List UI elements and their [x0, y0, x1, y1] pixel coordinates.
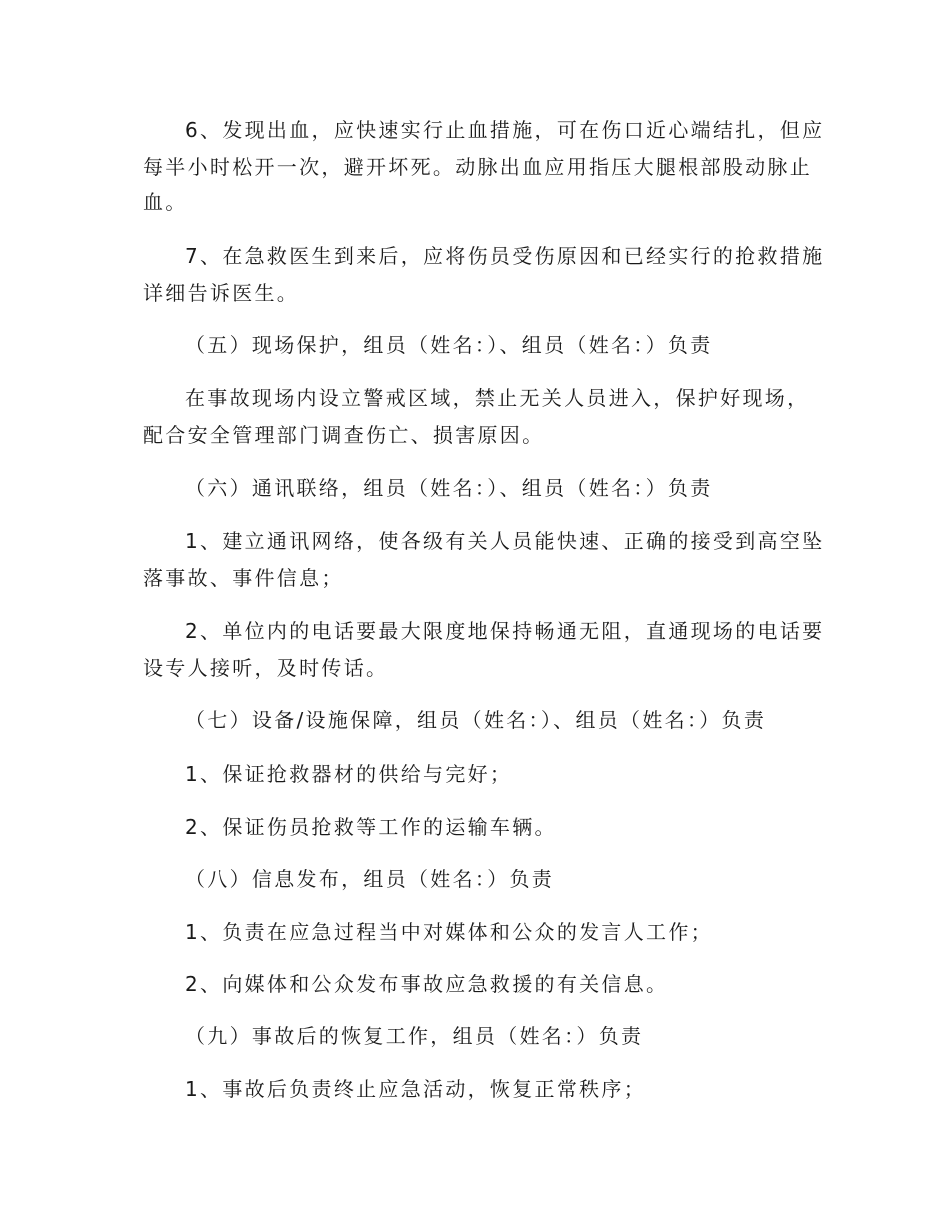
- paragraph-7-line-1: 7、在急救医生到来后，应将伤员受伤原因和已经实行的抢救措施: [185, 244, 825, 268]
- section-8-heading: （八）信息发布，组员（姓名：）负责: [185, 867, 555, 891]
- section-5-body-line-1: 在事故现场内设立警戒区域，禁止无关人员进入，保护好现场，: [185, 386, 810, 410]
- section-6-item-1-line-1: 1、建立通讯网络，使各级有关人员能快速、正确的接受到高空坠: [185, 529, 825, 553]
- section-9-item-1: 1、事故后负责终止应急活动，恢复正常秩序；: [185, 1077, 647, 1101]
- paragraph-6-line-1: 6、发现出血，应快速实行止血措施，可在伤口近心端结扎，但应: [185, 118, 825, 142]
- paragraph-6-line-2: 每半小时松开一次，避开坏死。动脉出血应用指压大腿根部股动脉止: [143, 155, 812, 179]
- section-6-item-2-line-1: 2、单位内的电话要最大限度地保持畅通无阻，直通现场的电话要: [185, 619, 825, 643]
- section-5-body-line-2: 配合安全管理部门调查伤亡、损害原因。: [143, 423, 545, 447]
- section-6-item-1-line-2: 落事故、事件信息；: [143, 566, 344, 590]
- section-7-heading: （七）设备/设施保障，组员（姓名：）、组员（姓名：）负责: [185, 708, 767, 732]
- paragraph-6-line-3: 血。: [143, 190, 188, 214]
- section-6-item-2-line-2: 设专人接听，及时传话。: [143, 656, 389, 680]
- section-7-item-1: 1、保证抢救器材的供给与完好；: [185, 762, 513, 786]
- section-8-item-1: 1、负责在应急过程当中对媒体和公众的发言人工作；: [185, 920, 713, 944]
- section-6-heading: （六）通讯联络，组员（姓名：）、组员（姓名：）负责: [185, 476, 713, 500]
- section-7-item-2: 2、保证伤员抢救等工作的运输车辆。: [185, 815, 557, 839]
- section-5-heading: （五）现场保护，组员（姓名：）、组员（姓名：）负责: [185, 333, 713, 357]
- paragraph-7-line-2: 详细告诉医生。: [143, 281, 300, 305]
- section-9-heading: （九）事故后的恢复工作，组员（姓名：）负责: [185, 1024, 644, 1048]
- section-8-item-2: 2、向媒体和公众发布事故应急救援的有关信息。: [185, 972, 669, 996]
